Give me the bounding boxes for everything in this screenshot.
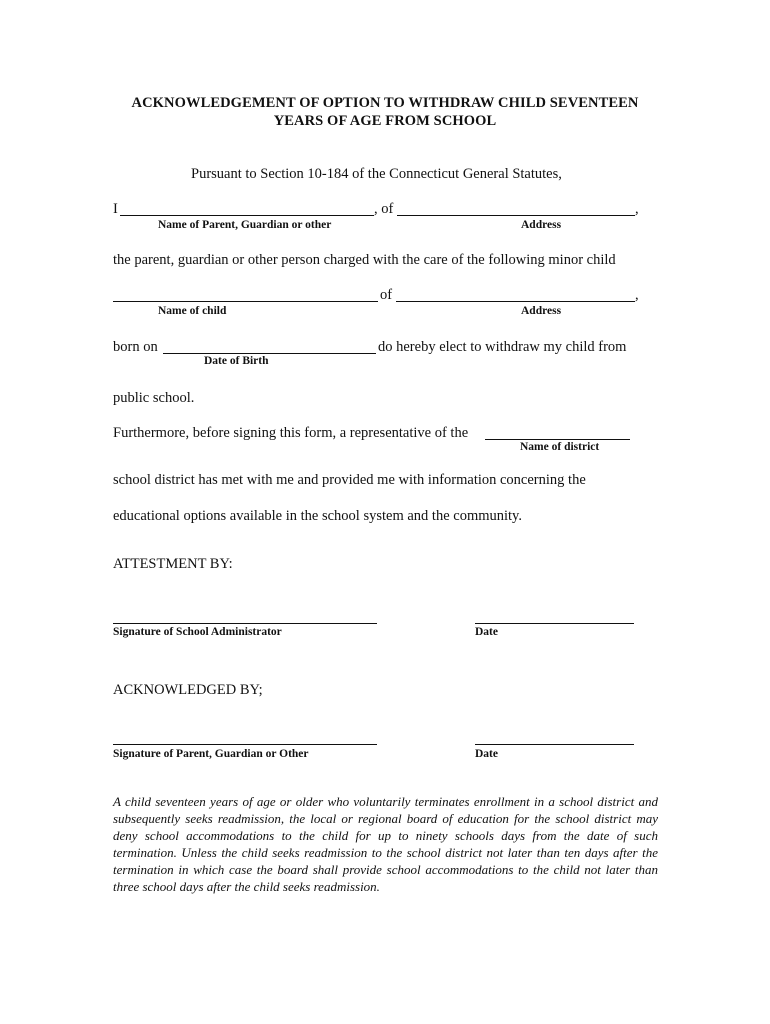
comma-2: ,: [635, 287, 639, 303]
public-school-text: public school.: [113, 390, 195, 406]
parent-date-caption: Date: [475, 748, 498, 760]
child-name-field[interactable]: [113, 301, 378, 302]
parent-address-field[interactable]: [397, 215, 635, 216]
administrator-date-field[interactable]: [475, 623, 634, 624]
parent-address-caption: Address: [521, 219, 562, 231]
child-address-caption: Address: [521, 305, 562, 317]
parent-paragraph: the parent, guardian or other person charged with the care of the following minor child: [113, 252, 616, 268]
dob-caption: Date of Birth: [204, 355, 269, 367]
born-on-text: born on: [113, 339, 158, 355]
parent-name-field[interactable]: [120, 215, 374, 216]
parent-name-caption: Name of Parent, Guardian or other: [158, 219, 332, 231]
elect-withdraw-text: do hereby elect to withdraw my child from: [378, 339, 627, 355]
child-address-field[interactable]: [396, 301, 635, 302]
form-title-line-1: ACKNOWLEDGEMENT OF OPTION TO WITHDRAW CHILD SEVENTEEN: [131, 95, 639, 111]
i-prefix: I: [113, 201, 118, 217]
child-name-caption: Name of child: [158, 305, 227, 317]
comma-1: ,: [635, 201, 639, 217]
parent-date-field[interactable]: [475, 744, 634, 745]
statute-text: Pursuant to Section 10-184 of the Connecticut General Statutes,: [191, 166, 562, 182]
district-name-field[interactable]: [485, 439, 630, 440]
of-connector: , of: [374, 201, 394, 217]
readmission-note: A child seventeen years of age or older who voluntarily terminates enrollment in a school district and subsequently seeks readmission, the local or regional board of education for the school district may deny school accommodations to the child for up to ninety schools days from the date of such termination. Unless the child seeks readmission to the school district not later than ten days after the termination in which case the board shall provide school accommodations to the child not later than three school days after the child seeks readmission.: [113, 794, 658, 894]
district-paragraph: school district has met with me and provided me with information concerning the: [113, 472, 586, 488]
of-connector-2: of: [380, 287, 393, 303]
acknowledged-heading: ACKNOWLEDGED BY;: [113, 682, 263, 698]
parent-signature-field[interactable]: [113, 744, 377, 745]
attestment-heading: ATTESTMENT BY:: [113, 556, 233, 572]
form-title-line-2: YEARS OF AGE FROM SCHOOL: [273, 113, 497, 129]
options-paragraph: educational options available in the school system and the community.: [113, 508, 522, 524]
administrator-date-caption: Date: [475, 626, 498, 638]
administrator-signature-caption: Signature of School Administrator: [113, 626, 282, 638]
furthermore-text: Furthermore, before signing this form, a representative of the: [113, 425, 469, 441]
date-of-birth-field[interactable]: [163, 353, 376, 354]
district-caption: Name of district: [520, 441, 600, 453]
administrator-signature-field[interactable]: [113, 623, 377, 624]
parent-signature-caption: Signature of Parent, Guardian or Other: [113, 748, 309, 760]
